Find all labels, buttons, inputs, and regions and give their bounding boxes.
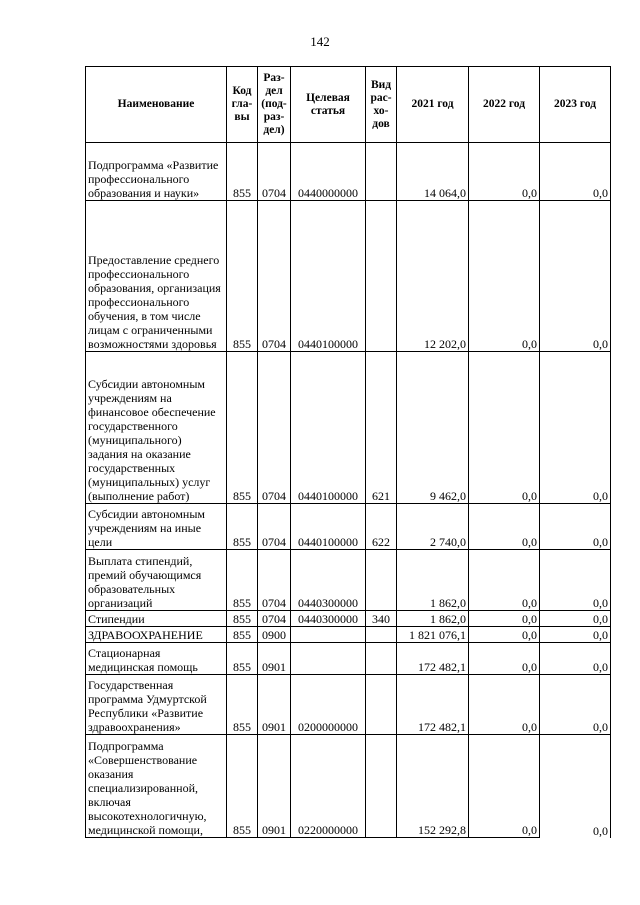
table-row [86, 643, 611, 675]
row-target: 0440000000 [291, 143, 366, 201]
row-expense-type [366, 643, 397, 675]
row-expense-type [366, 735, 397, 838]
row-section: 0704 [258, 143, 291, 201]
row-name: Подпрограмма «Развитие профессионального образования и науки» [86, 143, 227, 201]
table-header-row [86, 67, 611, 143]
row-target: 0440300000 [291, 550, 366, 611]
row-expense-type [366, 675, 397, 735]
row-2022: 0,0 [469, 143, 540, 201]
table-row [86, 627, 611, 643]
header-2023: 2023 год [540, 67, 611, 143]
row-section: 0900 [258, 627, 291, 643]
row-expense-type: 340 [366, 611, 397, 627]
row-chapter: 855 [227, 735, 258, 838]
row-2023: 0,0 [540, 201, 611, 352]
row-target [291, 627, 366, 643]
header-2021: 2021 год [397, 67, 469, 143]
row-2023: 0,0 [540, 643, 611, 675]
row-2023: 0,0 [540, 550, 611, 611]
header-name: Наименование [86, 67, 227, 143]
row-name: Государственная программа Удмуртской Республики «Развитие здравоохранения» [86, 675, 227, 735]
row-name: Выплата стипендий, премий обучающимся образовательных организаций [86, 550, 227, 611]
row-expense-type: 621 [366, 352, 397, 504]
row-name: Подпрограмма «Совершенствование оказания специализированной, включая высокотехнологичную, медицинской помощи, [86, 735, 227, 838]
row-name: Субсидии автономным учреждениям на иные цели [86, 504, 227, 550]
row-2023: 0,0 [540, 143, 611, 201]
row-2022: 0,0 [469, 201, 540, 352]
table-row [86, 550, 611, 611]
row-chapter: 855 [227, 143, 258, 201]
row-2023: 0,0 [540, 504, 611, 550]
row-chapter: 855 [227, 201, 258, 352]
header-target: Целевая статья [291, 67, 366, 143]
row-2022: 0,0 [469, 627, 540, 643]
row-2021: 1 862,0 [397, 550, 469, 611]
row-2022: 0,0 [469, 352, 540, 504]
row-2023: 0,0 [540, 735, 611, 838]
row-name: ЗДРАВООХРАНЕНИЕ [86, 627, 227, 643]
row-2023: 0,0 [540, 352, 611, 504]
table-row [86, 201, 611, 352]
row-target: 0220000000 [291, 735, 366, 838]
row-2023: 0,0 [540, 627, 611, 643]
row-target: 0200000000 [291, 675, 366, 735]
row-chapter: 855 [227, 550, 258, 611]
row-2021: 172 482,1 [397, 675, 469, 735]
row-section: 0901 [258, 675, 291, 735]
row-2023: 0,0 [540, 675, 611, 735]
row-section: 0901 [258, 643, 291, 675]
row-chapter: 855 [227, 643, 258, 675]
row-2021: 1 862,0 [397, 611, 469, 627]
budget-table [85, 66, 611, 838]
table-row [86, 611, 611, 627]
row-section: 0704 [258, 352, 291, 504]
header-expense-type: Вид рас- хо- дов [366, 67, 397, 143]
row-expense-type [366, 201, 397, 352]
row-2022: 0,0 [469, 675, 540, 735]
row-2021: 1 821 076,1 [397, 627, 469, 643]
row-2022: 0,0 [469, 550, 540, 611]
row-section: 0704 [258, 611, 291, 627]
page-number: 142 [310, 34, 330, 49]
row-expense-type [366, 550, 397, 611]
row-name: Стационарная медицинская помощь [86, 643, 227, 675]
row-chapter: 855 [227, 675, 258, 735]
row-chapter: 855 [227, 504, 258, 550]
row-2022: 0,0 [469, 504, 540, 550]
table-row [86, 735, 611, 838]
row-section: 0901 [258, 735, 291, 838]
table-row [86, 143, 611, 201]
table-row [86, 504, 611, 550]
header-section: Раз- дел (под- раз- дел) [258, 67, 291, 143]
row-2022: 0,0 [469, 643, 540, 675]
row-target: 0440100000 [291, 352, 366, 504]
row-2021: 14 064,0 [397, 143, 469, 201]
row-2022: 0,0 [469, 611, 540, 627]
row-chapter: 855 [227, 352, 258, 504]
row-2021: 12 202,0 [397, 201, 469, 352]
header-2022: 2022 год [469, 67, 540, 143]
row-name: Субсидии автономным учреждениям на финансовое обеспечение государственного (муниципального) задания на оказание государственных (муниципальных) услуг (выполнение работ) [86, 352, 227, 504]
row-2021: 9 462,0 [397, 352, 469, 504]
row-2021: 172 482,1 [397, 643, 469, 675]
row-name: Стипендии [86, 611, 227, 627]
row-2021: 152 292,8 [397, 735, 469, 838]
table-row [86, 352, 611, 504]
row-expense-type: 622 [366, 504, 397, 550]
row-target: 0440100000 [291, 504, 366, 550]
row-target [291, 643, 366, 675]
row-chapter: 855 [227, 611, 258, 627]
row-target: 0440100000 [291, 201, 366, 352]
row-name: Предоставление среднего профессионального образования, организация профессионального обучения, в том числе лицам с ограниченными возможностями здоровья [86, 201, 227, 352]
row-2022: 0,0 [469, 735, 540, 838]
row-expense-type [366, 627, 397, 643]
row-2023: 0,0 [540, 611, 611, 627]
header-chapter: Код гла- вы [227, 67, 258, 143]
row-2021: 2 740,0 [397, 504, 469, 550]
row-chapter: 855 [227, 627, 258, 643]
row-expense-type [366, 143, 397, 201]
row-section: 0704 [258, 550, 291, 611]
row-section: 0704 [258, 201, 291, 352]
row-target: 0440300000 [291, 611, 366, 627]
row-section: 0704 [258, 504, 291, 550]
table-row [86, 675, 611, 735]
